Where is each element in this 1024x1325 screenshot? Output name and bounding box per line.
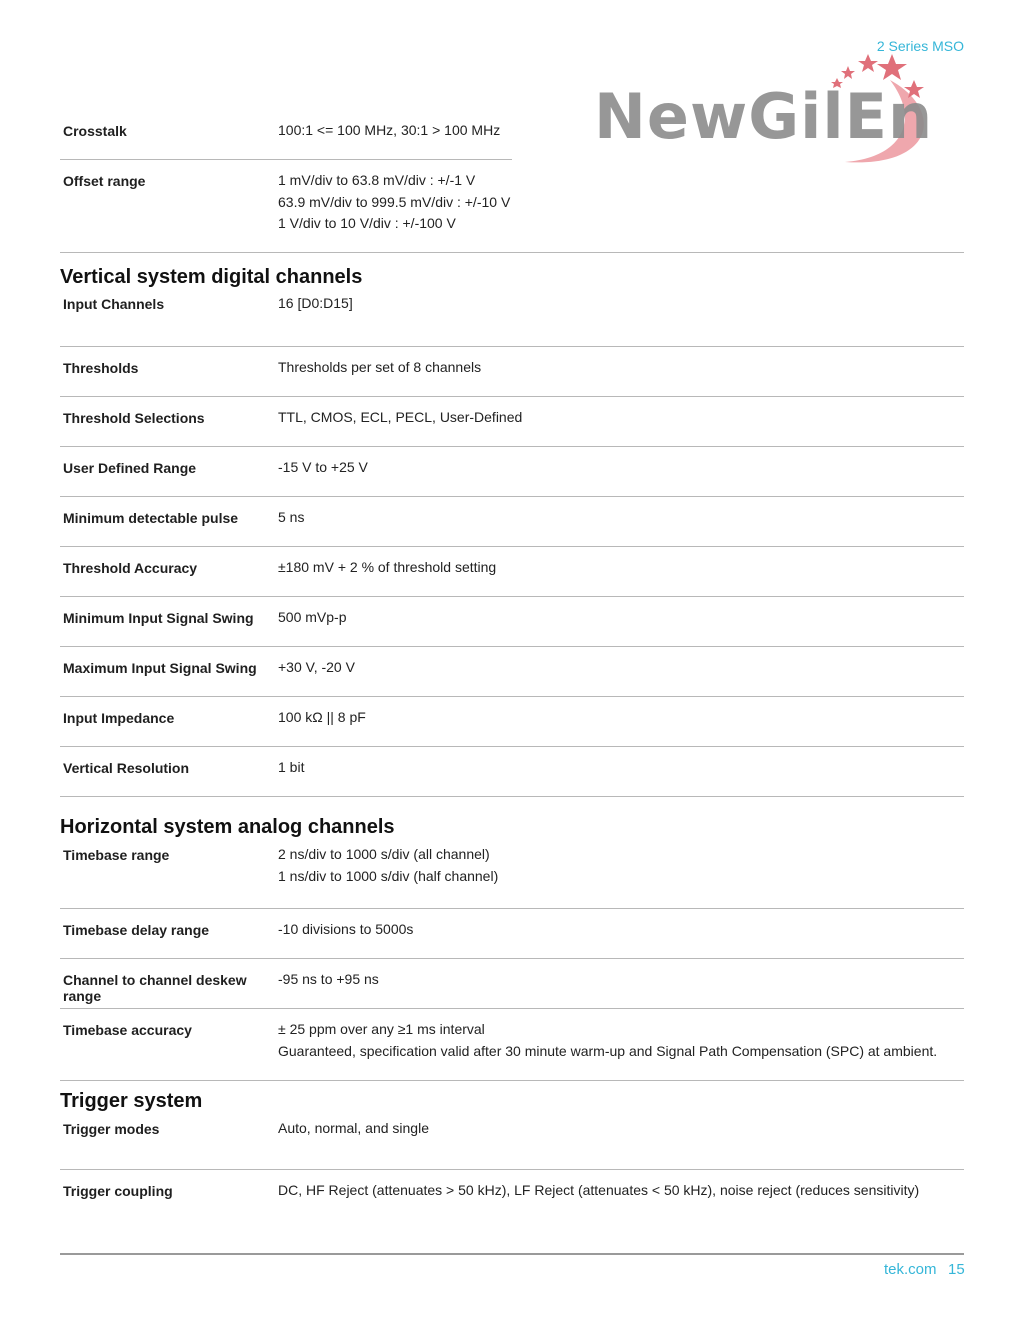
spec-value [278,956,964,1008]
spec-row [60,447,964,497]
footer-divider [60,1253,964,1255]
spec-value [278,1110,964,1169]
spec-label: Minimum Input Signal Swing [63,610,254,626]
section-heading: Horizontal system analog channels [60,816,395,838]
spec-value-line: -95 ns to +95 ns [278,971,379,987]
spec-row [60,647,964,697]
spec-value-line: 100:1 <= 100 MHz, 30:1 > 100 MHz [278,122,501,138]
spec-value-line: -15 V to +25 V [278,459,368,475]
spec-value [278,107,964,160]
spec-label: Timebase range [63,847,170,863]
spec-value-line: ± 25 ppm over any ≥1 ms interval [278,1021,485,1037]
spec-row [60,1009,964,1081]
spec-row [60,839,964,909]
spec-value [278,694,964,746]
spec-label: Timebase accuracy [63,1022,192,1038]
spec-value-line: Guaranteed, specification valid after 30 minute warm-up and Signal Path Compensation (SPC) at ambient. [278,1042,938,1059]
spec-label: Maximum Input Signal Swing [63,660,257,676]
spec-value-line: 16 [D0:D15] [278,295,353,311]
spec-value-line: -10 divisions to 5000s [278,921,414,937]
spec-label: Channel to channel deskew range [63,972,247,1004]
spec-row [60,289,964,347]
spec-value-line: TTL, CMOS, ECL, PECL, User-Defined [278,409,523,425]
spec-value [278,544,964,596]
spec-label: Thresholds [63,360,139,376]
spec-row [60,959,964,1009]
spec-row [60,597,964,647]
spec-row [60,747,964,797]
spec-value-line: 63.9 mV/div to 999.5 mV/div : +/-10 V [278,193,511,210]
spec-row [60,1113,964,1170]
spec-label: User Defined Range [63,460,197,476]
spec-row [60,697,964,747]
spec-value-line: DC, HF Reject (attenuates > 50 kHz), LF Reject (attenuates < 50 kHz), noise reject (reduces sensitivity) [278,1182,920,1198]
spec-label: Input Impedance [63,710,175,726]
spec-value-line: 1 mV/div to 63.8 mV/div : +/-1 V [278,172,476,188]
spec-value-line: 100 kΩ || 8 pF [278,709,366,725]
section-heading: Vertical system digital channels [60,266,363,288]
spec-label: Threshold Selections [63,410,205,426]
watermark-text: NewGilEn [594,80,934,153]
spec-value [278,1006,964,1080]
spec-value [278,644,964,696]
spec-value [278,444,964,496]
spec-value [278,836,964,908]
spec-label: Minimum detectable pulse [63,510,239,526]
spec-content [60,110,964,1220]
spec-value-line: Thresholds per set of 8 channels [278,359,482,375]
series-title: 2 Series MSO [876,38,964,54]
spec-value-line: 1 bit [278,759,305,775]
spec-label: Timebase delay range [63,922,210,938]
spec-value-line: Auto, normal, and single [278,1120,429,1136]
spec-label: Trigger modes [63,1121,160,1137]
spec-row-crosstalk [60,110,964,160]
spec-value-line: 500 mVp-p [278,609,347,625]
spec-value [278,906,964,958]
spec-value [278,157,964,252]
section-heading: Trigger system [60,1090,203,1112]
spec-value-line: 1 V/div to 10 V/div : +/-100 V [278,215,456,231]
spec-row-offset-range [60,160,964,253]
spec-label: Offset range [63,173,146,189]
spec-value-line: ±180 mV + 2 % of threshold setting [278,559,497,575]
spec-value-line: +30 V, -20 V [278,659,355,675]
spec-value-line: 5 ns [278,509,305,525]
spec-label: Input Channels [63,296,165,312]
spec-value [278,1167,964,1220]
spec-row [60,909,964,959]
spec-value [278,494,964,546]
spec-value-line: 1 ns/div to 1000 s/div (half channel) [278,867,499,884]
spec-label: Trigger coupling [63,1183,173,1199]
spec-value [278,594,964,646]
page-number: 15 [948,1261,965,1278]
spec-value [278,286,964,346]
spec-row [60,547,964,597]
spec-row [60,497,964,547]
spec-row [60,397,964,447]
spec-label: Crosstalk [63,123,127,139]
spec-value-line: 2 ns/div to 1000 s/div (all channel) [278,846,490,862]
spec-label: Threshold Accuracy [63,560,198,576]
spec-value [278,394,964,446]
footer-site-link[interactable]: tek.com [884,1261,937,1278]
spec-row [60,1170,964,1220]
spec-row [60,347,964,397]
spec-label: Vertical Resolution [63,760,190,776]
spec-value [278,744,964,796]
spec-value [278,344,964,396]
